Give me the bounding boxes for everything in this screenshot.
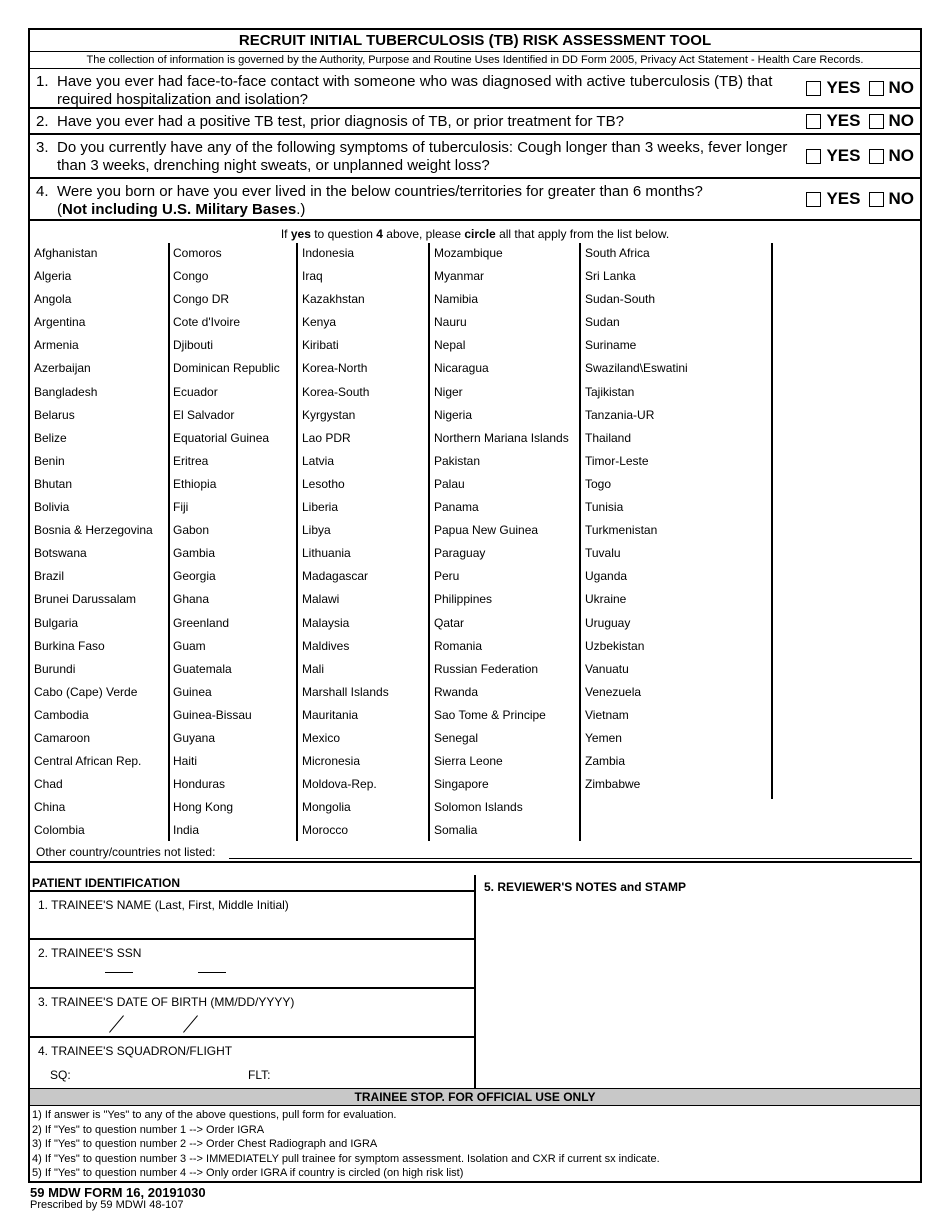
column-divider (168, 243, 170, 841)
country-item[interactable]: Tunisia (585, 500, 624, 515)
country-item[interactable]: Uzbekistan (585, 638, 645, 653)
country-item[interactable]: Namibia (434, 292, 479, 307)
country-item[interactable]: Haiti (173, 754, 198, 769)
country-item[interactable]: Tuvalu (585, 546, 621, 561)
country-item[interactable]: Colombia (34, 823, 85, 838)
country-item[interactable]: Kenya (302, 315, 337, 330)
country-item[interactable]: Rwanda (434, 684, 479, 699)
country-item[interactable]: South Africa (585, 246, 650, 260)
no-label: NO (888, 111, 914, 130)
country-item[interactable]: Afghanistan (34, 246, 98, 260)
yes-label: YES (826, 189, 861, 208)
question-4-yes-checkbox[interactable] (806, 192, 821, 207)
sq-label: SQ: (50, 1068, 71, 1082)
country-item[interactable]: Fiji (173, 500, 189, 515)
country-item[interactable]: Singapore (434, 777, 489, 792)
other-country-label: Other country/countries not listed: (36, 845, 216, 859)
dob-separator (183, 1015, 198, 1032)
country-item[interactable]: Nepal (434, 338, 466, 353)
country-item[interactable]: Camaroon (34, 730, 91, 745)
country-item[interactable]: Ecuador (173, 384, 218, 399)
country-item[interactable]: Zambia (585, 754, 626, 769)
question-3-no-checkbox[interactable] (869, 149, 884, 164)
country-item[interactable]: Vanuatu (585, 661, 629, 676)
country-item[interactable]: Comoros (173, 246, 222, 260)
country-item[interactable]: Brunei Darussalam (34, 592, 137, 607)
country-item[interactable]: Uruguay (585, 615, 631, 630)
country-item[interactable]: Azerbaijan (34, 361, 91, 376)
country-item[interactable]: Palau (434, 476, 465, 491)
country-item[interactable]: Mozambique (434, 246, 503, 260)
trainee-squadron-label: 4. TRAINEE'S SQUADRON/FLIGHT (38, 1044, 233, 1058)
question-2 (30, 109, 920, 135)
country-item[interactable]: Tajikistan (585, 384, 635, 399)
country-item[interactable]: Bhutan (34, 476, 73, 491)
question-4-no-checkbox[interactable] (869, 192, 884, 207)
trainee-ssn-field[interactable] (30, 940, 474, 989)
country-item[interactable]: Congo DR (173, 292, 230, 307)
country-item[interactable]: Venezuela (585, 684, 642, 699)
country-item[interactable]: Dominican Republic (173, 361, 280, 376)
official-use-banner: TRAINEE STOP. FOR OFFICIAL USE ONLY (30, 1088, 920, 1106)
country-item[interactable]: Mexico (302, 730, 341, 745)
country-item[interactable]: El Salvador (173, 407, 235, 422)
country-item[interactable]: Greenland (173, 615, 230, 630)
country-item[interactable]: Guyana (173, 730, 216, 745)
country-item[interactable]: Eritrea (173, 453, 209, 468)
country-item[interactable]: Botswana (34, 546, 87, 561)
country-item[interactable]: Vietnam (585, 707, 629, 722)
privacy-statement: The collection of information is governed by the Authority, Purpose and Routine Uses Identified in DD Form 2005, Privacy Act Statement - Health Care Records. (30, 52, 920, 69)
country-item[interactable]: Kazakhstan (302, 292, 365, 307)
column-divider (579, 243, 581, 841)
instr-bold: 4 (376, 227, 383, 241)
country-item[interactable]: Ghana (173, 592, 210, 607)
identification-section (30, 875, 920, 1088)
country-item[interactable]: Russian Federation (434, 661, 539, 676)
ssn-separator (198, 972, 226, 973)
country-item[interactable]: Korea-South (302, 384, 370, 399)
country-item[interactable]: Congo (173, 269, 209, 284)
country-item[interactable]: Central African Rep. (34, 754, 142, 769)
country-item[interactable]: India (173, 823, 200, 838)
tb-risk-form (28, 28, 922, 1183)
instruction-line: 3) If "Yes" to question number 2 --> Order Chest Radiograph and IGRA (32, 1138, 378, 1150)
trainee-name-label: 1. TRAINEE'S NAME (Last, First, Middle Initial) (38, 898, 289, 912)
country-item[interactable]: Morocco (302, 823, 349, 838)
instr-part: above, please (382, 227, 465, 241)
country-item[interactable]: Suriname (585, 338, 637, 353)
country-item[interactable]: Yemen (585, 730, 622, 745)
trainee-ssn-label: 2. TRAINEE'S SSN (38, 946, 142, 960)
country-item[interactable]: Ethiopia (173, 476, 217, 491)
country-item[interactable]: Lesotho (302, 476, 345, 491)
country-column-4 (434, 243, 569, 843)
country-item[interactable]: Romania (434, 638, 483, 653)
question-2-text: Have you ever had a positive TB test, prior diagnosis of TB, or prior treatment for TB? (57, 113, 624, 130)
form-id: 59 MDW FORM 16, 20191030 (30, 1185, 206, 1200)
question-4-exclusion: Not including U.S. Military Bases (62, 201, 297, 218)
country-column-2 (173, 243, 280, 843)
trainee-name-field[interactable] (30, 892, 474, 940)
country-item[interactable]: Pakistan (434, 453, 481, 468)
country-item[interactable]: Mongolia (302, 800, 351, 815)
country-item[interactable]: Bosnia & Herzegovina (34, 523, 153, 538)
country-item[interactable]: Moldova-Rep. (302, 777, 377, 792)
instr-bold: circle (464, 227, 496, 241)
country-item[interactable]: Zimbabwe (585, 777, 641, 792)
country-item[interactable]: Kyrgystan (302, 407, 356, 422)
country-item[interactable]: Sudan-South (585, 292, 656, 307)
question-4-paren-open: ( (57, 201, 62, 218)
country-item[interactable]: Uganda (585, 569, 628, 584)
country-item[interactable]: Guinea-Bissau (173, 707, 252, 722)
country-item[interactable]: Senegal (434, 730, 479, 745)
question-2-yes-checkbox[interactable] (806, 114, 821, 129)
country-item[interactable]: Northern Mariana Islands (434, 430, 569, 445)
country-item[interactable]: Belize (34, 430, 67, 445)
country-item[interactable]: Cote d'Ivoire (173, 315, 240, 330)
question-3-answer (798, 147, 914, 165)
country-item[interactable]: Belarus (34, 407, 75, 422)
country-item[interactable]: Libya (302, 523, 331, 538)
country-item[interactable]: Malaysia (302, 615, 350, 630)
instruction-line: 4) If "Yes" to question number 3 --> IMMEDIATELY pull trainee for symptom assessment. Isolation and CXR if current sx indicate. (32, 1152, 660, 1165)
country-item[interactable]: Honduras (173, 777, 226, 792)
country-item[interactable]: Burundi (34, 661, 76, 676)
question-1-text: Have you ever had face-to-face contact with someone who was diagnosed with active tuberculosis (TB) that required hospitalization and isolation? (57, 73, 773, 108)
yes-label: YES (826, 146, 861, 165)
country-item[interactable]: Panama (434, 500, 479, 515)
country-item[interactable]: Malawi (302, 592, 340, 607)
instr-part: If (280, 227, 291, 241)
country-item[interactable]: China (34, 800, 66, 815)
no-label: NO (888, 189, 914, 208)
country-item[interactable]: Equatorial Guinea (173, 430, 270, 445)
reviewer-notes-label: 5. REVIEWER'S NOTES and STAMP (484, 880, 686, 894)
country-item[interactable]: Nauru (434, 315, 467, 330)
country-item[interactable]: Georgia (173, 569, 216, 584)
question-4-text-main: Were you born or have you ever lived in the below countries/territories for greater than 6 months? (57, 183, 703, 200)
country-item[interactable]: Niger (434, 384, 463, 399)
country-item[interactable]: Timor-Leste (585, 453, 649, 468)
country-item[interactable]: Djibouti (173, 338, 214, 353)
country-item[interactable]: Madagascar (302, 569, 369, 584)
question-4-number: 4. (36, 183, 49, 200)
country-item[interactable]: Mali (302, 661, 325, 676)
country-item[interactable]: Gabon (173, 523, 210, 538)
instruction-line: 1) If answer is "Yes" to any of the above questions, pull form for evaluation. (32, 1109, 397, 1121)
country-item[interactable]: Brazil (34, 569, 65, 584)
country-item[interactable]: Nicaragua (434, 361, 489, 376)
country-item[interactable]: Armenia (34, 338, 79, 353)
country-item[interactable]: Swaziland\Eswatini (585, 361, 688, 376)
country-item[interactable]: Somalia (434, 823, 478, 838)
no-label: NO (888, 78, 914, 97)
instr-part: to question (310, 227, 377, 241)
patient-id-heading: PATIENT IDENTIFICATION (30, 875, 474, 892)
patient-identification (30, 875, 476, 1088)
column-divider (296, 243, 298, 841)
country-item[interactable]: Latvia (302, 453, 335, 468)
country-item[interactable]: Guatemala (173, 661, 232, 676)
question-1-number: 1. (36, 73, 49, 90)
country-instruction (30, 227, 920, 241)
yes-label: YES (826, 78, 861, 97)
country-item[interactable]: Tanzania-UR (585, 407, 655, 422)
country-item[interactable]: Peru (434, 569, 460, 584)
country-column-3 (302, 243, 389, 843)
country-item[interactable]: Nigeria (434, 407, 473, 422)
country-item[interactable]: Myanmar (434, 269, 485, 284)
country-item[interactable]: Benin (34, 453, 65, 468)
instr-bold: yes (290, 227, 311, 241)
instruction-line: 2) If "Yes" to question number 1 --> Order IGRA (32, 1123, 265, 1136)
country-item[interactable]: Philippines (434, 592, 493, 607)
country-item[interactable]: Sierra Leone (434, 754, 503, 769)
country-item[interactable]: Kiribati (302, 338, 339, 353)
question-3-text: Do you currently have any of the following symptoms of tuberculosis: Cough longer than 3 weeks, fever longer than 3 weeks, drenching night sweats, or unplanned weight loss? (57, 139, 788, 174)
country-item[interactable]: Burkina Faso (34, 638, 105, 653)
country-item[interactable]: Mauritania (302, 707, 359, 722)
flt-label: FLT: (248, 1068, 271, 1082)
no-label: NO (888, 146, 914, 165)
question-1-answer (798, 79, 914, 97)
country-item[interactable]: Liberia (302, 500, 339, 515)
dob-separator (109, 1015, 124, 1032)
question-4-answer (798, 190, 914, 208)
country-item[interactable]: Guinea (173, 684, 212, 699)
country-item[interactable]: Maldives (302, 638, 350, 653)
country-item[interactable]: Turkmenistan (585, 523, 658, 538)
country-item[interactable]: Lao PDR (302, 430, 351, 445)
country-item[interactable]: Qatar (434, 615, 465, 630)
country-item[interactable]: Bolivia (34, 500, 70, 515)
country-item[interactable]: Guam (173, 638, 206, 653)
country-item[interactable]: Marshall Islands (302, 684, 389, 699)
country-item[interactable]: Cabo (Cape) Verde (34, 684, 138, 699)
country-item[interactable]: Bulgaria (34, 615, 79, 630)
trainee-squadron-field[interactable] (30, 1038, 474, 1086)
question-4 (30, 179, 920, 221)
country-item[interactable]: Argentina (34, 315, 86, 330)
question-2-answer (798, 112, 914, 130)
country-item[interactable]: Indonesia (302, 246, 355, 260)
country-column-1 (34, 243, 153, 843)
question-1-no-checkbox[interactable] (869, 81, 884, 96)
form-footer (30, 1186, 206, 1211)
country-item[interactable]: Papua New Guinea (434, 523, 539, 538)
official-instructions (32, 1108, 660, 1181)
country-item[interactable]: Algeria (34, 269, 72, 284)
country-item[interactable]: Bangladesh (34, 384, 98, 399)
country-item[interactable]: Sri Lanka (585, 269, 636, 284)
question-4-paren-close: .) (296, 201, 306, 218)
country-item[interactable]: Cambodia (34, 707, 89, 722)
column-divider (428, 243, 430, 841)
form-title: RECRUIT INITIAL TUBERCULOSIS (TB) RISK ASSESSMENT TOOL (30, 30, 920, 52)
country-item[interactable]: Hong Kong (173, 800, 234, 815)
country-column-5 (585, 243, 688, 797)
other-country-input-line[interactable] (229, 858, 912, 859)
question-4-text (57, 183, 797, 219)
yes-label: YES (826, 111, 861, 130)
country-item[interactable]: Iraq (302, 269, 323, 284)
question-3-number: 3. (36, 139, 49, 156)
country-item[interactable]: Micronesia (302, 754, 361, 769)
country-item[interactable]: Gambia (173, 546, 216, 561)
question-3-yes-checkbox[interactable] (806, 149, 821, 164)
country-item[interactable]: Sao Tome & Principe (434, 707, 546, 722)
question-3 (30, 135, 920, 179)
trainee-dob-label: 3. TRAINEE'S DATE OF BIRTH (MM/DD/YYYY) (38, 995, 295, 1009)
trainee-dob-field[interactable] (30, 989, 474, 1038)
instr-part: all that apply from the list below. (495, 227, 670, 241)
column-divider (771, 243, 773, 799)
country-item[interactable]: Ukraine (585, 592, 627, 607)
country-item[interactable]: Paraguay (434, 546, 486, 561)
country-item[interactable]: Angola (34, 292, 72, 307)
country-item[interactable]: Sudan (585, 315, 620, 330)
country-item[interactable]: Solomon Islands (434, 800, 523, 815)
question-2-no-checkbox[interactable] (869, 114, 884, 129)
ssn-separator (105, 972, 133, 973)
country-item[interactable]: Chad (34, 777, 63, 792)
prescribed-by: Prescribed by 59 MDWI 48-107 (30, 1199, 184, 1211)
question-2-number: 2. (36, 113, 49, 130)
question-1-yes-checkbox[interactable] (806, 81, 821, 96)
reviewer-notes-area[interactable] (478, 875, 920, 1088)
question-1 (30, 69, 920, 109)
country-list-section (30, 221, 920, 863)
country-item[interactable]: Thailand (585, 430, 632, 445)
instruction-line: 5) If "Yes" to question number 4 --> Only order IGRA if country is circled (on high risk list) (32, 1167, 464, 1179)
country-item[interactable]: Lithuania (302, 546, 351, 561)
country-item[interactable]: Korea-North (302, 361, 368, 376)
country-item[interactable]: Togo (585, 476, 612, 491)
